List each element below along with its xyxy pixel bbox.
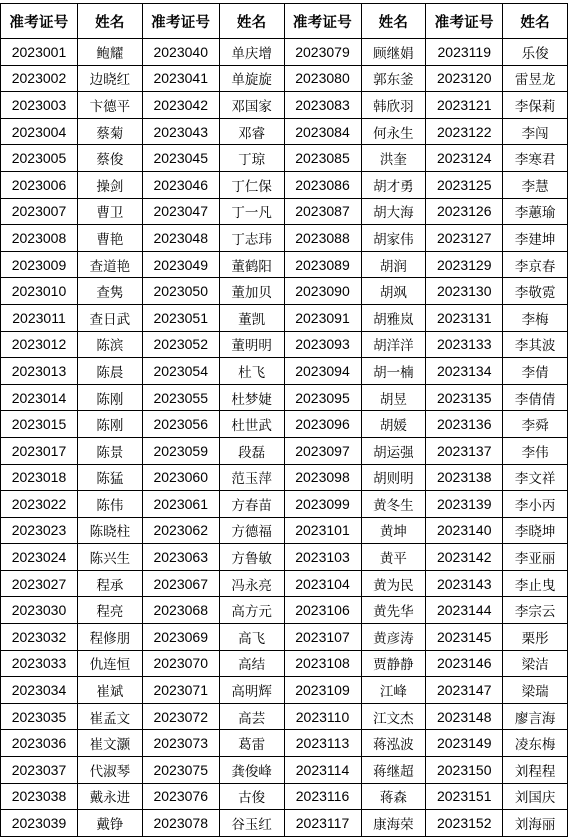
exam-id-cell: 2023127 bbox=[426, 225, 503, 252]
name-cell: 李伟 bbox=[503, 437, 568, 464]
exam-id-cell: 2023084 bbox=[284, 118, 361, 145]
name-cell: 陈景 bbox=[78, 437, 143, 464]
exam-id-cell: 2023078 bbox=[142, 810, 219, 837]
name-cell: 操剑 bbox=[78, 171, 143, 198]
exam-id-cell: 2023069 bbox=[142, 624, 219, 651]
exam-id-cell: 2023136 bbox=[426, 411, 503, 438]
name-cell: 杜梦婕 bbox=[219, 384, 284, 411]
name-cell: 葛雷 bbox=[219, 730, 284, 757]
exam-id-cell: 2023095 bbox=[284, 384, 361, 411]
exam-id-cell: 2023120 bbox=[426, 65, 503, 92]
name-cell: 冯永亮 bbox=[219, 570, 284, 597]
exam-id-cell: 2023090 bbox=[284, 278, 361, 305]
table-row bbox=[1, 517, 568, 544]
name-cell: 程承 bbox=[78, 570, 143, 597]
name-cell: 雷昱龙 bbox=[503, 65, 568, 92]
exam-id-cell: 2023110 bbox=[284, 703, 361, 730]
table-row bbox=[1, 278, 568, 305]
name-cell: 蒋泓波 bbox=[361, 730, 426, 757]
exam-roster-table bbox=[0, 3, 568, 837]
name-cell: 查日武 bbox=[78, 304, 143, 331]
name-cell: 陈刚 bbox=[78, 411, 143, 438]
name-cell: 董加贝 bbox=[219, 278, 284, 305]
name-cell: 戴铮 bbox=[78, 810, 143, 837]
exam-id-cell: 2023147 bbox=[426, 677, 503, 704]
exam-id-cell: 2023093 bbox=[284, 331, 361, 358]
table-row bbox=[1, 570, 568, 597]
name-cell: 韩欣羽 bbox=[361, 92, 426, 119]
table-row bbox=[1, 810, 568, 837]
name-cell: 蒋森 bbox=[361, 783, 426, 810]
exam-id-cell: 2023045 bbox=[142, 145, 219, 172]
exam-id-cell: 2023098 bbox=[284, 464, 361, 491]
name-cell: 方德福 bbox=[219, 517, 284, 544]
name-cell: 鲍耀 bbox=[78, 39, 143, 66]
exam-id-cell: 2023018 bbox=[1, 464, 78, 491]
name-cell: 杜世武 bbox=[219, 411, 284, 438]
name-cell: 顾继娟 bbox=[361, 39, 426, 66]
exam-id-cell: 2023113 bbox=[284, 730, 361, 757]
table-row bbox=[1, 491, 568, 518]
name-cell: 方春苗 bbox=[219, 491, 284, 518]
name-cell: 胡润 bbox=[361, 251, 426, 278]
exam-id-cell: 2023062 bbox=[142, 517, 219, 544]
exam-id-cell: 2023126 bbox=[426, 198, 503, 225]
name-cell: 胡飒 bbox=[361, 278, 426, 305]
header-exam-id: 准考证号 bbox=[1, 4, 78, 39]
exam-id-cell: 2023040 bbox=[142, 39, 219, 66]
table-row bbox=[1, 703, 568, 730]
table-row bbox=[1, 544, 568, 571]
exam-id-cell: 2023048 bbox=[142, 225, 219, 252]
name-cell: 高明辉 bbox=[219, 677, 284, 704]
exam-id-cell: 2023119 bbox=[426, 39, 503, 66]
name-cell: 黄彦涛 bbox=[361, 624, 426, 651]
name-cell: 栗彤 bbox=[503, 624, 568, 651]
name-cell: 范玉萍 bbox=[219, 464, 284, 491]
table-row bbox=[1, 118, 568, 145]
name-cell: 李亚丽 bbox=[503, 544, 568, 571]
name-cell: 丁志玮 bbox=[219, 225, 284, 252]
exam-id-cell: 2023133 bbox=[426, 331, 503, 358]
name-cell: 边晓红 bbox=[78, 65, 143, 92]
table-row bbox=[1, 757, 568, 784]
table-row bbox=[1, 384, 568, 411]
name-cell: 程修朋 bbox=[78, 624, 143, 651]
name-cell: 李敬霓 bbox=[503, 278, 568, 305]
name-cell: 蒋继超 bbox=[361, 757, 426, 784]
name-cell: 龚俊峰 bbox=[219, 757, 284, 784]
table-row bbox=[1, 464, 568, 491]
exam-id-cell: 2023086 bbox=[284, 171, 361, 198]
table-row bbox=[1, 251, 568, 278]
name-cell: 崔斌 bbox=[78, 677, 143, 704]
name-cell: 胡一楠 bbox=[361, 358, 426, 385]
table-row bbox=[1, 677, 568, 704]
table-row bbox=[1, 358, 568, 385]
name-cell: 江文杰 bbox=[361, 703, 426, 730]
exam-id-cell: 2023151 bbox=[426, 783, 503, 810]
name-cell: 仇连恒 bbox=[78, 650, 143, 677]
table-row bbox=[1, 145, 568, 172]
exam-id-cell: 2023042 bbox=[142, 92, 219, 119]
name-cell: 胡昱 bbox=[361, 384, 426, 411]
exam-id-cell: 2023109 bbox=[284, 677, 361, 704]
table-row bbox=[1, 198, 568, 225]
exam-id-cell: 2023049 bbox=[142, 251, 219, 278]
header-name: 姓名 bbox=[78, 4, 143, 39]
name-cell: 胡雅岚 bbox=[361, 304, 426, 331]
name-cell: 黄坤 bbox=[361, 517, 426, 544]
table-row bbox=[1, 65, 568, 92]
exam-id-cell: 2023079 bbox=[284, 39, 361, 66]
exam-id-cell: 2023010 bbox=[1, 278, 78, 305]
exam-id-cell: 2023051 bbox=[142, 304, 219, 331]
exam-id-cell: 2023056 bbox=[142, 411, 219, 438]
name-cell: 陈晨 bbox=[78, 358, 143, 385]
name-cell: 李京春 bbox=[503, 251, 568, 278]
exam-id-cell: 2023060 bbox=[142, 464, 219, 491]
name-cell: 廖言海 bbox=[503, 703, 568, 730]
name-cell: 邓国家 bbox=[219, 92, 284, 119]
table-row bbox=[1, 411, 568, 438]
name-cell: 丁琼 bbox=[219, 145, 284, 172]
header-exam-id: 准考证号 bbox=[426, 4, 503, 39]
name-cell: 李宗云 bbox=[503, 597, 568, 624]
name-cell: 崔文灏 bbox=[78, 730, 143, 757]
name-cell: 胡洋洋 bbox=[361, 331, 426, 358]
name-cell: 刘国庆 bbox=[503, 783, 568, 810]
exam-id-cell: 2023140 bbox=[426, 517, 503, 544]
exam-id-cell: 2023038 bbox=[1, 783, 78, 810]
exam-id-cell: 2023131 bbox=[426, 304, 503, 331]
exam-id-cell: 2023030 bbox=[1, 597, 78, 624]
exam-id-cell: 2023039 bbox=[1, 810, 78, 837]
name-cell: 曹卫 bbox=[78, 198, 143, 225]
name-cell: 查隽 bbox=[78, 278, 143, 305]
exam-id-cell: 2023139 bbox=[426, 491, 503, 518]
name-cell: 卞德平 bbox=[78, 92, 143, 119]
name-cell: 李梅 bbox=[503, 304, 568, 331]
table-row bbox=[1, 92, 568, 119]
name-cell: 李慧 bbox=[503, 171, 568, 198]
exam-id-cell: 2023143 bbox=[426, 570, 503, 597]
name-cell: 康海荣 bbox=[361, 810, 426, 837]
header-name: 姓名 bbox=[503, 4, 568, 39]
exam-id-cell: 2023144 bbox=[426, 597, 503, 624]
name-cell: 黄为民 bbox=[361, 570, 426, 597]
name-cell: 陈猛 bbox=[78, 464, 143, 491]
name-cell: 李倩倩 bbox=[503, 384, 568, 411]
name-cell: 贾静静 bbox=[361, 650, 426, 677]
table-row bbox=[1, 624, 568, 651]
exam-id-cell: 2023134 bbox=[426, 358, 503, 385]
exam-id-cell: 2023138 bbox=[426, 464, 503, 491]
exam-id-cell: 2023037 bbox=[1, 757, 78, 784]
exam-id-cell: 2023070 bbox=[142, 650, 219, 677]
exam-id-cell: 2023036 bbox=[1, 730, 78, 757]
name-cell: 李文祥 bbox=[503, 464, 568, 491]
name-cell: 李小丙 bbox=[503, 491, 568, 518]
exam-id-cell: 2023047 bbox=[142, 198, 219, 225]
exam-id-cell: 2023096 bbox=[284, 411, 361, 438]
exam-id-cell: 2023117 bbox=[284, 810, 361, 837]
name-cell: 乐俊 bbox=[503, 39, 568, 66]
name-cell: 陈伟 bbox=[78, 491, 143, 518]
exam-id-cell: 2023145 bbox=[426, 624, 503, 651]
name-cell: 李寒君 bbox=[503, 145, 568, 172]
name-cell: 李舜 bbox=[503, 411, 568, 438]
exam-id-cell: 2023006 bbox=[1, 171, 78, 198]
name-cell: 丁仁保 bbox=[219, 171, 284, 198]
exam-id-cell: 2023008 bbox=[1, 225, 78, 252]
name-cell: 杜飞 bbox=[219, 358, 284, 385]
exam-id-cell: 2023114 bbox=[284, 757, 361, 784]
name-cell: 李保莉 bbox=[503, 92, 568, 119]
name-cell: 洪奎 bbox=[361, 145, 426, 172]
exam-id-cell: 2023101 bbox=[284, 517, 361, 544]
name-cell: 李蕙瑜 bbox=[503, 198, 568, 225]
exam-id-cell: 2023091 bbox=[284, 304, 361, 331]
exam-id-cell: 2023135 bbox=[426, 384, 503, 411]
exam-id-cell: 2023003 bbox=[1, 92, 78, 119]
table-row bbox=[1, 225, 568, 252]
name-cell: 戴永进 bbox=[78, 783, 143, 810]
exam-id-cell: 2023089 bbox=[284, 251, 361, 278]
name-cell: 胡家伟 bbox=[361, 225, 426, 252]
name-cell: 陈刚 bbox=[78, 384, 143, 411]
exam-id-cell: 2023055 bbox=[142, 384, 219, 411]
table-row bbox=[1, 331, 568, 358]
name-cell: 蔡俊 bbox=[78, 145, 143, 172]
exam-id-cell: 2023013 bbox=[1, 358, 78, 385]
name-cell: 陈滨 bbox=[78, 331, 143, 358]
table-row bbox=[1, 437, 568, 464]
header-name: 姓名 bbox=[219, 4, 284, 39]
exam-id-cell: 2023002 bbox=[1, 65, 78, 92]
name-cell: 丁一凡 bbox=[219, 198, 284, 225]
name-cell: 刘海丽 bbox=[503, 810, 568, 837]
exam-id-cell: 2023125 bbox=[426, 171, 503, 198]
header-row bbox=[1, 4, 568, 39]
exam-id-cell: 2023088 bbox=[284, 225, 361, 252]
exam-id-cell: 2023137 bbox=[426, 437, 503, 464]
exam-id-cell: 2023050 bbox=[142, 278, 219, 305]
name-cell: 谷玉红 bbox=[219, 810, 284, 837]
name-cell: 胡大海 bbox=[361, 198, 426, 225]
exam-id-cell: 2023083 bbox=[284, 92, 361, 119]
exam-id-cell: 2023072 bbox=[142, 703, 219, 730]
name-cell: 何永生 bbox=[361, 118, 426, 145]
name-cell: 代淑琴 bbox=[78, 757, 143, 784]
header-exam-id: 准考证号 bbox=[284, 4, 361, 39]
exam-id-cell: 2023130 bbox=[426, 278, 503, 305]
exam-id-cell: 2023148 bbox=[426, 703, 503, 730]
exam-id-cell: 2023099 bbox=[284, 491, 361, 518]
exam-id-cell: 2023116 bbox=[284, 783, 361, 810]
name-cell: 黄冬生 bbox=[361, 491, 426, 518]
name-cell: 董凯 bbox=[219, 304, 284, 331]
table-row bbox=[1, 171, 568, 198]
exam-id-cell: 2023043 bbox=[142, 118, 219, 145]
exam-id-cell: 2023094 bbox=[284, 358, 361, 385]
name-cell: 邓睿 bbox=[219, 118, 284, 145]
exam-id-cell: 2023067 bbox=[142, 570, 219, 597]
exam-id-cell: 2023046 bbox=[142, 171, 219, 198]
name-cell: 凌东梅 bbox=[503, 730, 568, 757]
exam-id-cell: 2023104 bbox=[284, 570, 361, 597]
name-cell: 董鹤阳 bbox=[219, 251, 284, 278]
header-exam-id: 准考证号 bbox=[142, 4, 219, 39]
exam-id-cell: 2023014 bbox=[1, 384, 78, 411]
exam-id-cell: 2023035 bbox=[1, 703, 78, 730]
name-cell: 高飞 bbox=[219, 624, 284, 651]
name-cell: 陈兴生 bbox=[78, 544, 143, 571]
exam-id-cell: 2023075 bbox=[142, 757, 219, 784]
name-cell: 程亮 bbox=[78, 597, 143, 624]
exam-id-cell: 2023022 bbox=[1, 491, 78, 518]
exam-id-cell: 2023152 bbox=[426, 810, 503, 837]
exam-id-cell: 2023106 bbox=[284, 597, 361, 624]
exam-id-cell: 2023009 bbox=[1, 251, 78, 278]
name-cell: 李止曳 bbox=[503, 570, 568, 597]
table-row bbox=[1, 304, 568, 331]
exam-id-cell: 2023129 bbox=[426, 251, 503, 278]
exam-id-cell: 2023149 bbox=[426, 730, 503, 757]
name-cell: 江峰 bbox=[361, 677, 426, 704]
exam-id-cell: 2023017 bbox=[1, 437, 78, 464]
name-cell: 蔡菊 bbox=[78, 118, 143, 145]
name-cell: 胡则明 bbox=[361, 464, 426, 491]
name-cell: 古俊 bbox=[219, 783, 284, 810]
name-cell: 高芸 bbox=[219, 703, 284, 730]
exam-id-cell: 2023146 bbox=[426, 650, 503, 677]
table-row bbox=[1, 39, 568, 66]
exam-id-cell: 2023011 bbox=[1, 304, 78, 331]
exam-id-cell: 2023007 bbox=[1, 198, 78, 225]
exam-id-cell: 2023107 bbox=[284, 624, 361, 651]
table-row bbox=[1, 783, 568, 810]
exam-id-cell: 2023080 bbox=[284, 65, 361, 92]
name-cell: 曹艳 bbox=[78, 225, 143, 252]
name-cell: 方鲁敏 bbox=[219, 544, 284, 571]
name-cell: 单庆增 bbox=[219, 39, 284, 66]
name-cell: 黄先华 bbox=[361, 597, 426, 624]
name-cell: 胡运强 bbox=[361, 437, 426, 464]
name-cell: 陈晓柱 bbox=[78, 517, 143, 544]
exam-id-cell: 2023054 bbox=[142, 358, 219, 385]
exam-id-cell: 2023097 bbox=[284, 437, 361, 464]
name-cell: 崔孟文 bbox=[78, 703, 143, 730]
table-row bbox=[1, 650, 568, 677]
name-cell: 李闯 bbox=[503, 118, 568, 145]
name-cell: 高结 bbox=[219, 650, 284, 677]
exam-id-cell: 2023001 bbox=[1, 39, 78, 66]
exam-id-cell: 2023108 bbox=[284, 650, 361, 677]
exam-id-cell: 2023087 bbox=[284, 198, 361, 225]
exam-id-cell: 2023005 bbox=[1, 145, 78, 172]
exam-id-cell: 2023073 bbox=[142, 730, 219, 757]
exam-id-cell: 2023034 bbox=[1, 677, 78, 704]
name-cell: 董明明 bbox=[219, 331, 284, 358]
name-cell: 李晓坤 bbox=[503, 517, 568, 544]
roster-body bbox=[1, 39, 568, 837]
exam-id-cell: 2023124 bbox=[426, 145, 503, 172]
name-cell: 梁瑞 bbox=[503, 677, 568, 704]
name-cell: 胡媛 bbox=[361, 411, 426, 438]
exam-id-cell: 2023004 bbox=[1, 118, 78, 145]
exam-id-cell: 2023059 bbox=[142, 437, 219, 464]
exam-id-cell: 2023103 bbox=[284, 544, 361, 571]
name-cell: 高方元 bbox=[219, 597, 284, 624]
exam-id-cell: 2023023 bbox=[1, 517, 78, 544]
exam-id-cell: 2023076 bbox=[142, 783, 219, 810]
exam-id-cell: 2023085 bbox=[284, 145, 361, 172]
header-name: 姓名 bbox=[361, 4, 426, 39]
name-cell: 李倩 bbox=[503, 358, 568, 385]
name-cell: 李建坤 bbox=[503, 225, 568, 252]
exam-id-cell: 2023121 bbox=[426, 92, 503, 119]
table-row bbox=[1, 730, 568, 757]
exam-id-cell: 2023052 bbox=[142, 331, 219, 358]
name-cell: 胡才勇 bbox=[361, 171, 426, 198]
name-cell: 单旋旋 bbox=[219, 65, 284, 92]
name-cell: 段磊 bbox=[219, 437, 284, 464]
name-cell: 李其波 bbox=[503, 331, 568, 358]
name-cell: 郭东釜 bbox=[361, 65, 426, 92]
exam-id-cell: 2023027 bbox=[1, 570, 78, 597]
name-cell: 梁洁 bbox=[503, 650, 568, 677]
exam-id-cell: 2023071 bbox=[142, 677, 219, 704]
exam-id-cell: 2023015 bbox=[1, 411, 78, 438]
exam-id-cell: 2023033 bbox=[1, 650, 78, 677]
name-cell: 查道艳 bbox=[78, 251, 143, 278]
exam-id-cell: 2023032 bbox=[1, 624, 78, 651]
exam-id-cell: 2023012 bbox=[1, 331, 78, 358]
exam-id-cell: 2023150 bbox=[426, 757, 503, 784]
exam-id-cell: 2023142 bbox=[426, 544, 503, 571]
exam-id-cell: 2023024 bbox=[1, 544, 78, 571]
exam-id-cell: 2023041 bbox=[142, 65, 219, 92]
exam-id-cell: 2023061 bbox=[142, 491, 219, 518]
exam-id-cell: 2023063 bbox=[142, 544, 219, 571]
name-cell: 黄平 bbox=[361, 544, 426, 571]
exam-id-cell: 2023122 bbox=[426, 118, 503, 145]
name-cell: 刘程程 bbox=[503, 757, 568, 784]
table-row bbox=[1, 597, 568, 624]
exam-id-cell: 2023068 bbox=[142, 597, 219, 624]
